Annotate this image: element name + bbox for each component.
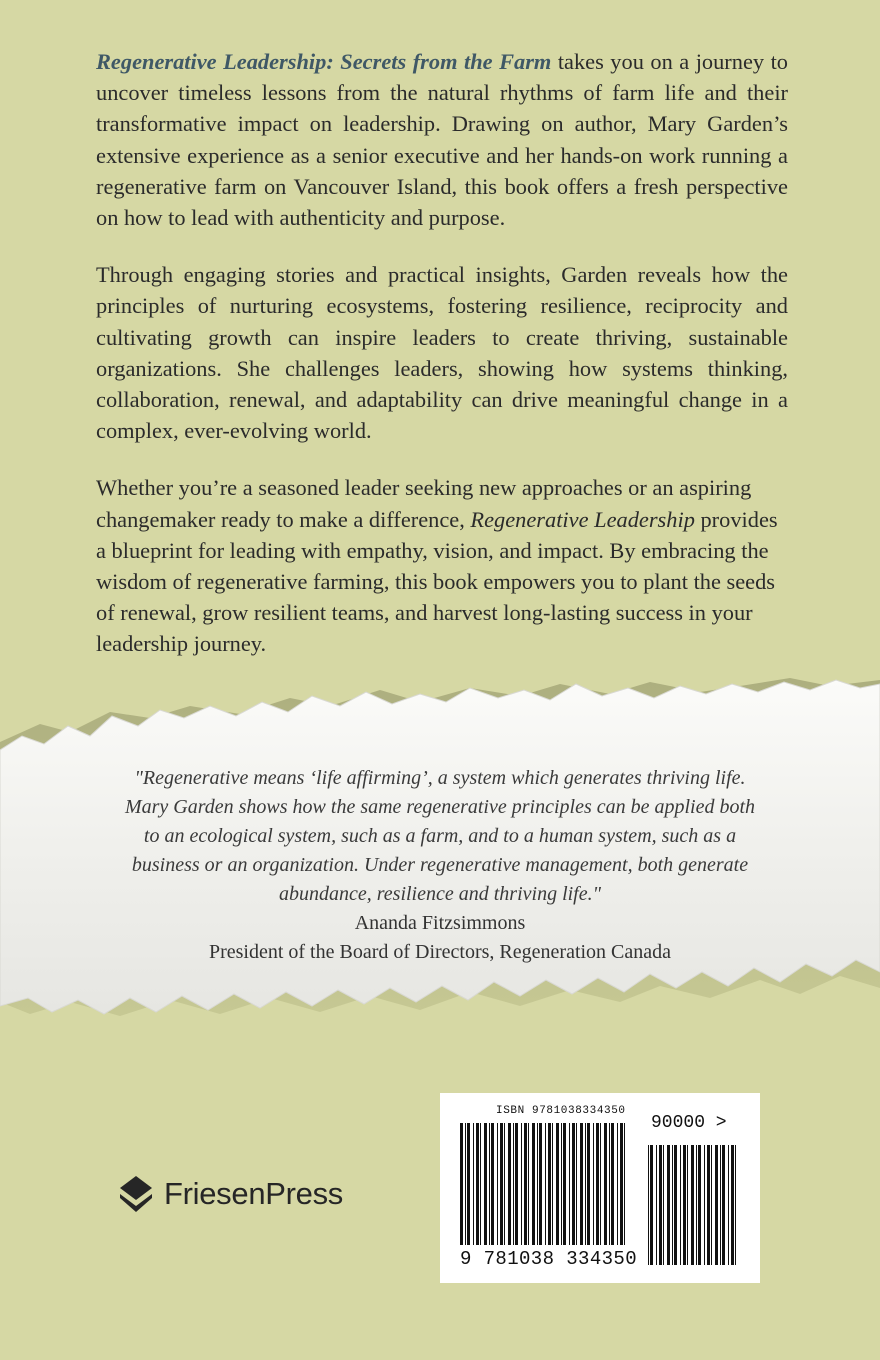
ean-bar-36 <box>604 1123 607 1245</box>
addon-bar-1 <box>650 1145 653 1265</box>
blurb-paragraph-1 <box>96 46 788 233</box>
addon-bar-3 <box>659 1145 662 1265</box>
ean-bar-33 <box>593 1123 594 1245</box>
addon-bar-11 <box>691 1145 694 1265</box>
addon-bar-2 <box>656 1145 657 1265</box>
addon-bar-5 <box>667 1145 670 1265</box>
ean-bar-30 <box>580 1123 583 1245</box>
blurb-paragraph-2: Through engaging stories and practical insights, Garden reveals how the principles of nurturing ecosystems, fostering resilience, reciprocity and cultivating growth can inspire leaders to create thriving, sustainable organizations. She challenges leaders, showing how systems thinking, collaboration, renewal, and adaptability can drive meaningful change in a complex, ever-evolving world. <box>96 262 788 444</box>
ean-bar-38 <box>611 1123 614 1245</box>
ean-bar-22 <box>548 1123 551 1245</box>
addon-bar-19 <box>722 1145 725 1265</box>
addon-bar-22 <box>735 1145 736 1265</box>
ean-bar-41 <box>624 1123 625 1245</box>
ean-bar-35 <box>600 1123 601 1245</box>
publisher-name: FriesenPress <box>164 1176 344 1211</box>
ean-bar-7 <box>489 1123 490 1245</box>
ean-bar-34 <box>596 1123 599 1245</box>
publisher-logo <box>118 1172 343 1216</box>
friesenpress-diamond-logo-icon <box>118 1174 154 1214</box>
addon-bar-4 <box>663 1145 664 1265</box>
testimonial <box>120 764 760 967</box>
testimonial-author-role: President of the Board of Directors, Regeneration Canada <box>208 941 672 963</box>
ean-bar-12 <box>508 1123 511 1245</box>
book-title: Regenerative Leadership: Secrets from the Farm <box>96 49 552 74</box>
addon-bar-20 <box>728 1145 729 1265</box>
barcode-digits: 9 781038 334350 <box>460 1248 638 1270</box>
testimonial-quote: "Regenerative means ‘life affirming’, a system which generates thriving life. Mary Garden shows how the same regenerative principles can be applied both to an ecological system, such as a farm, and to a human system, such as a business or an organization. Under regenerative management, both generate abundance, resilience and thriving life." <box>124 767 756 905</box>
ean-bar-24 <box>556 1123 559 1245</box>
ean-bar-32 <box>587 1123 590 1245</box>
addon-bar-13 <box>698 1145 701 1265</box>
ean-bar-15 <box>521 1123 522 1245</box>
ean-bar-10 <box>500 1123 503 1245</box>
inline-book-title: Regenerative Leadership <box>470 506 695 532</box>
addon-bar-0 <box>648 1145 649 1265</box>
addon-bar-14 <box>704 1145 705 1265</box>
addon-bar-12 <box>696 1145 697 1265</box>
addon-bar-6 <box>672 1145 673 1265</box>
ean-bar-27 <box>569 1123 570 1245</box>
ean-bar-2 <box>467 1123 470 1245</box>
ean-bar-9 <box>497 1123 498 1245</box>
addon-bar-21 <box>731 1145 734 1265</box>
ean-bar-18 <box>532 1123 535 1245</box>
ean-bar-1 <box>465 1123 466 1245</box>
ean-bar-0 <box>460 1123 463 1245</box>
ean-bar-19 <box>537 1123 538 1245</box>
ean-bar-16 <box>524 1123 527 1245</box>
ean-bar-13 <box>513 1123 514 1245</box>
addon-bar-7 <box>674 1145 677 1265</box>
price-code: 90000 > <box>651 1113 727 1133</box>
ean-bar-28 <box>572 1123 575 1245</box>
isbn-barcode <box>440 1093 760 1283</box>
blurb-paragraph-3 <box>96 472 788 659</box>
ean-bar-17 <box>528 1123 529 1245</box>
testimonial-author: Ananda Fitzsimmons <box>354 912 526 934</box>
blurb-paragraph-3-end: provides a blueprint for leading with empathy, vision, and impact. By embracing the wisdom of regenerative farming, this book empowers you to plant the seeds of renewal, grow resilient teams, and harvest long-lasting success in your leadership journey. <box>96 506 778 657</box>
addon-bar-17 <box>715 1145 718 1265</box>
ean-bar-26 <box>563 1123 566 1245</box>
ean-bar-5 <box>480 1123 481 1245</box>
ean-bar-14 <box>515 1123 518 1245</box>
back-cover-blurb <box>96 46 788 686</box>
ean-bar-31 <box>585 1123 586 1245</box>
ean-bar-40 <box>620 1123 623 1245</box>
ean-bar-8 <box>491 1123 494 1245</box>
isbn-label: ISBN 9781038334350 <box>496 1105 626 1117</box>
addon-bar-9 <box>683 1145 686 1265</box>
ean-bar-3 <box>473 1123 474 1245</box>
ean-bar-39 <box>617 1123 618 1245</box>
addon-bar-18 <box>720 1145 721 1265</box>
ean-bar-23 <box>552 1123 553 1245</box>
torn-paper-testimonial <box>0 676 880 1046</box>
ean-bar-37 <box>609 1123 610 1245</box>
ean-bar-29 <box>576 1123 577 1245</box>
ean-bar-21 <box>545 1123 546 1245</box>
addon-bar-10 <box>687 1145 688 1265</box>
blurb-paragraph-3-start: Whether you’re a seasoned leader seeking new approaches or an aspiring changemaker ready to make a difference, <box>96 475 752 532</box>
ean-bar-6 <box>484 1123 487 1245</box>
ean-bar-25 <box>561 1123 562 1245</box>
ean-bar-11 <box>504 1123 505 1245</box>
ean-bar-20 <box>539 1123 542 1245</box>
addon-bar-8 <box>680 1145 681 1265</box>
ean-bar-4 <box>476 1123 479 1245</box>
blurb-paragraph-1-text: takes you on a journey to uncover timeless lessons from the natural rhythms of farm life and their transformative impact on leadership. Drawing on author, Mary Garden’s extensive experience as a senior executive and her hands-on work running a regenerative farm on Vancouver Island, this book offers a fresh perspective on how to lead with authenticity and purpose. <box>96 49 788 231</box>
addon-bar-16 <box>711 1145 712 1265</box>
addon-bar-15 <box>707 1145 710 1265</box>
